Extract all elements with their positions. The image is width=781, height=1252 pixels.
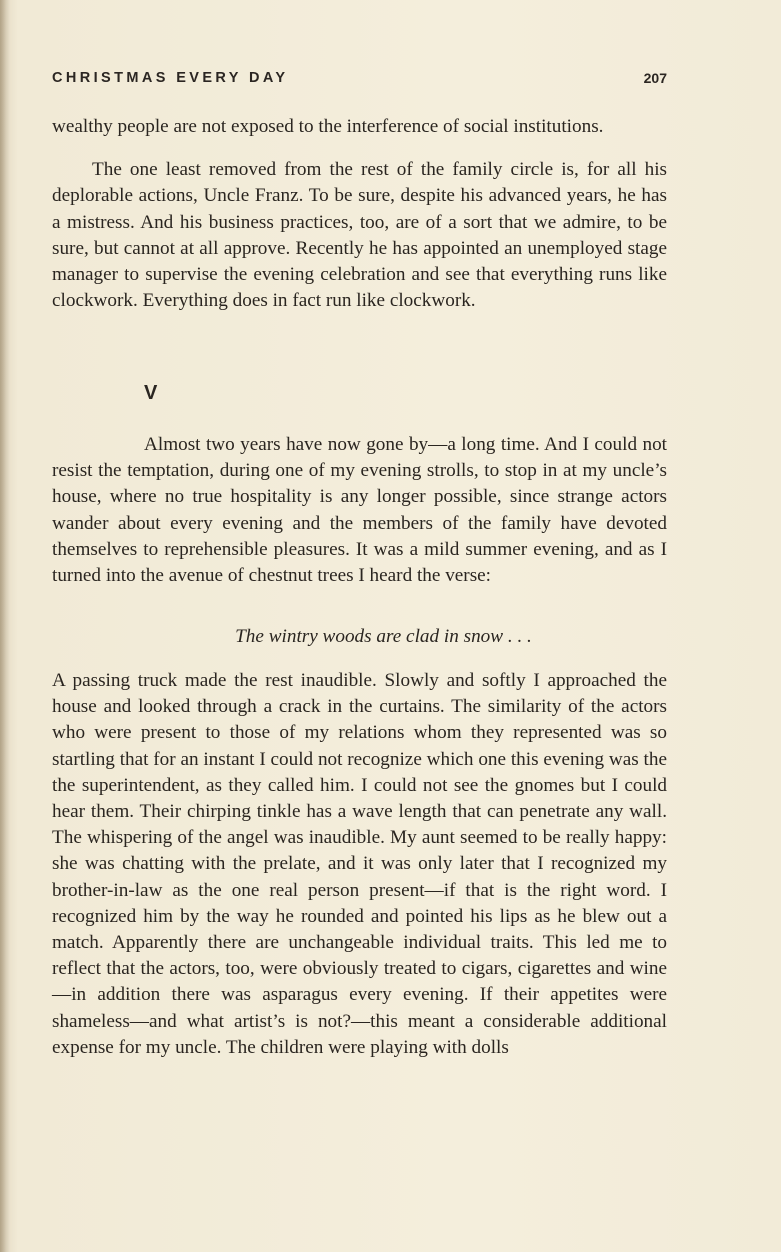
page-gutter-shadow — [0, 0, 10, 1252]
text-block-after-verse — [52, 668, 667, 1061]
verse-line: The wintry woods are clad in snow . . . — [235, 626, 532, 647]
section-number: V — [144, 382, 158, 404]
running-title: CHRISTMAS EVERY DAY — [52, 70, 289, 86]
paragraph-continued: wealthy people are not exposed to the interference of social institutions. — [52, 116, 604, 137]
running-head — [52, 70, 667, 94]
text-block-before-section — [52, 114, 667, 314]
page-number: 207 — [643, 70, 667, 86]
text-block-section-opening — [52, 432, 667, 589]
paragraph-uncle-franz: The one least removed from the rest of the family circle is, for all his deplorable actions, Uncle Franz. To be sure, despite his advanced years, he has a mistress. And his business practices, too, are of a sort that we admire, to be sure, but cannot at all approve. Recently he has appointed an unemployed stage manager to supervise the evening celebration and see that everything runs like clockwork. Everything does in fact run like clockwork. — [52, 159, 667, 312]
paragraph-section-opening: Almost two years have now gone by—a long time. And I could not resist the temptation, during one of my evening strolls, to stop in at my uncle’s house, where no true hospitality is any longer possible, since strange actors wander about every evening and the members of the family have devoted themselves to reprehensible pleasures. It was a mild summer evening, and as I turned into the avenue of chestnut trees I heard the verse: — [52, 434, 667, 587]
paragraph-passing-truck: A passing truck made the rest inaudible. Slowly and softly I approached the house and looked through a crack in the curtains. The similarity of the actors who were present to those of my relations whom they represented was so startling that for an instant I could not recognize which one this evening was the the superintendent, as they called him. I could not see the gnomes but I could hear them. Their chirping tinkle has a wave length that can penetrate any wall. The whispering of the angel was inaudible. My aunt seemed to be really happy: she was chatting with the prelate, and it was only later that I recognized my brother-in-law as the one real person present—if that is the right word. I recognized him by the way he rounded and pointed his lips as he blew out a match. Apparently there are unchangeable individual traits. This led me to reflect that the actors, too, were obviously treated to cigars, cigarettes and wine—in addition there was asparagus every evening. If their appetites were shameless—and what artist’s is not?—this meant a considerable additional expense for my uncle. The children were playing with dolls — [52, 670, 667, 1058]
verse-quote — [52, 624, 667, 650]
